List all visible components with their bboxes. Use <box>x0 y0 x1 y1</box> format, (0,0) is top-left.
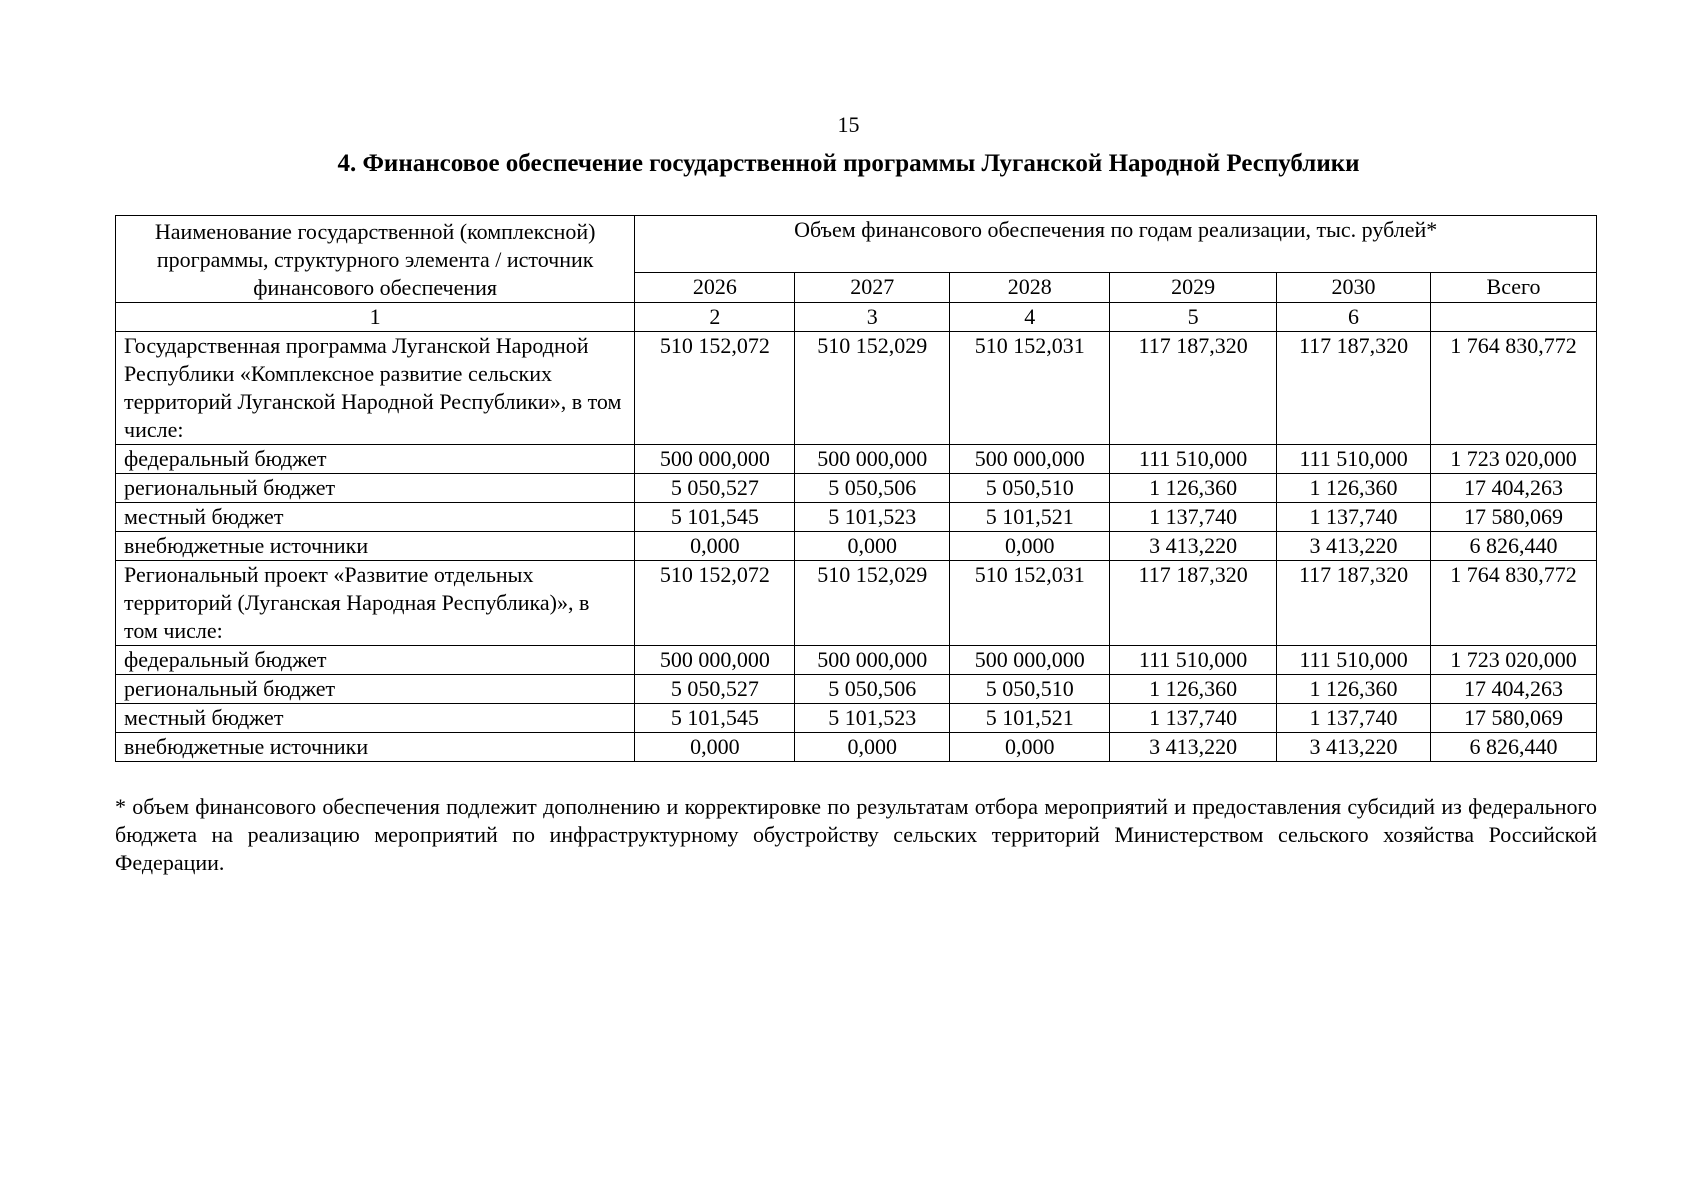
row-value-cell: 5 101,523 <box>795 704 950 733</box>
row-value-cell: 111 510,000 <box>1277 646 1431 675</box>
column-number-cell: 3 <box>795 303 950 332</box>
row-name-cell: Региональный проект «Развитие отдельных территорий (Луганская Народная Республика)», в том числе: <box>116 561 635 646</box>
row-value-cell: 17 580,069 <box>1431 503 1597 532</box>
row-value-cell: 5 050,510 <box>950 474 1110 503</box>
financing-table <box>115 215 1597 762</box>
table-row <box>116 733 1597 762</box>
row-name-cell: федеральный бюджет <box>116 646 635 675</box>
column-number-cell: 2 <box>635 303 795 332</box>
row-value-cell: 1 137,740 <box>1277 503 1431 532</box>
row-value-cell: 500 000,000 <box>795 646 950 675</box>
row-value-cell: 1 126,360 <box>1277 474 1431 503</box>
row-value-cell: 510 152,029 <box>795 561 950 646</box>
row-value-cell: 5 050,527 <box>635 474 795 503</box>
row-value-cell: 5 101,521 <box>950 503 1110 532</box>
row-value-cell: 117 187,320 <box>1110 561 1277 646</box>
column-numbers-row <box>116 303 1597 332</box>
row-name-cell: региональный бюджет <box>116 474 635 503</box>
page-number: 15 <box>837 112 860 137</box>
row-value-cell: 3 413,220 <box>1277 733 1431 762</box>
row-value-cell: 1 723 020,000 <box>1431 445 1597 474</box>
row-name-cell: внебюджетные источники <box>116 532 635 561</box>
row-value-cell: 0,000 <box>795 532 950 561</box>
row-value-cell: 1 723 020,000 <box>1431 646 1597 675</box>
column-number-cell <box>1431 303 1597 332</box>
row-value-cell: 500 000,000 <box>950 646 1110 675</box>
row-value-cell: 1 137,740 <box>1110 503 1277 532</box>
table-row <box>116 445 1597 474</box>
row-name-cell: внебюджетные источники <box>116 733 635 762</box>
table-row <box>116 503 1597 532</box>
table-row <box>116 532 1597 561</box>
row-value-cell: 510 152,072 <box>635 332 795 445</box>
row-value-cell: 17 404,263 <box>1431 474 1597 503</box>
row-value-cell: 510 152,031 <box>950 561 1110 646</box>
header-year-cell: 2030 <box>1277 273 1431 303</box>
row-value-cell: 6 826,440 <box>1431 532 1597 561</box>
header-name-cell: Наименование государственной (комплексной) программы, структурного элемента / источник финансового обеспечения <box>116 216 635 303</box>
row-value-cell: 5 050,527 <box>635 675 795 704</box>
row-value-cell: 510 152,072 <box>635 561 795 646</box>
row-value-cell: 1 764 830,772 <box>1431 332 1597 445</box>
row-value-cell: 500 000,000 <box>635 445 795 474</box>
row-value-cell: 5 050,510 <box>950 675 1110 704</box>
row-value-cell: 5 101,523 <box>795 503 950 532</box>
table-row <box>116 704 1597 733</box>
row-value-cell: 0,000 <box>950 532 1110 561</box>
table-row <box>116 332 1597 445</box>
row-value-cell: 510 152,031 <box>950 332 1110 445</box>
row-value-cell: 1 126,360 <box>1277 675 1431 704</box>
row-value-cell: 111 510,000 <box>1110 445 1277 474</box>
row-value-cell: 111 510,000 <box>1277 445 1431 474</box>
row-value-cell: 5 050,506 <box>795 474 950 503</box>
row-value-cell: 6 826,440 <box>1431 733 1597 762</box>
header-year-cell: 2029 <box>1110 273 1277 303</box>
row-value-cell: 500 000,000 <box>635 646 795 675</box>
header-total-cell: Всего <box>1431 273 1597 303</box>
table-row <box>116 561 1597 646</box>
section-title: 4. Финансовое обеспечение государственной программы Луганской Народной Республики <box>337 150 1360 177</box>
row-value-cell: 0,000 <box>950 733 1110 762</box>
row-value-cell: 1 126,360 <box>1110 474 1277 503</box>
row-value-cell: 1 126,360 <box>1110 675 1277 704</box>
row-value-cell: 5 101,545 <box>635 503 795 532</box>
row-value-cell: 1 137,740 <box>1277 704 1431 733</box>
row-value-cell: 3 413,220 <box>1277 532 1431 561</box>
row-name-cell: местный бюджет <box>116 503 635 532</box>
header-year-cell: 2028 <box>950 273 1110 303</box>
row-name-cell: федеральный бюджет <box>116 445 635 474</box>
row-value-cell: 111 510,000 <box>1110 646 1277 675</box>
row-value-cell: 500 000,000 <box>795 445 950 474</box>
row-value-cell: 5 101,521 <box>950 704 1110 733</box>
row-value-cell: 117 187,320 <box>1277 561 1431 646</box>
header-year-cell: 2027 <box>795 273 950 303</box>
row-value-cell: 500 000,000 <box>950 445 1110 474</box>
row-value-cell: 0,000 <box>635 532 795 561</box>
table-row <box>116 675 1597 704</box>
row-value-cell: 1 137,740 <box>1110 704 1277 733</box>
row-value-cell: 0,000 <box>795 733 950 762</box>
row-value-cell: 510 152,029 <box>795 332 950 445</box>
row-name-cell: Государственная программа Луганской Народной Республики «Комплексное развитие сельских территорий Луганской Народной Республики», в том числе: <box>116 332 635 445</box>
row-value-cell: 3 413,220 <box>1110 733 1277 762</box>
row-value-cell: 0,000 <box>635 733 795 762</box>
row-name-cell: региональный бюджет <box>116 675 635 704</box>
row-value-cell: 1 764 830,772 <box>1431 561 1597 646</box>
column-number-cell: 5 <box>1110 303 1277 332</box>
footnote: * объем финансового обеспечения подлежит дополнению и корректировке по результатам отбора мероприятий и предоставления субсидий из федерального бюджета на реализацию мероприятий по инфраструктурному обустройству сельских территорий Министерством сельского хозяйства Российской Федерации. <box>115 794 1597 875</box>
row-value-cell: 5 101,545 <box>635 704 795 733</box>
table-row <box>116 474 1597 503</box>
row-value-cell: 117 187,320 <box>1110 332 1277 445</box>
column-number-cell: 6 <box>1277 303 1431 332</box>
column-number-cell: 4 <box>950 303 1110 332</box>
header-year-cell: 2026 <box>635 273 795 303</box>
row-value-cell: 5 050,506 <box>795 675 950 704</box>
header-row-1 <box>116 216 1597 273</box>
table-row <box>116 646 1597 675</box>
row-value-cell: 3 413,220 <box>1110 532 1277 561</box>
row-value-cell: 117 187,320 <box>1277 332 1431 445</box>
row-name-cell: местный бюджет <box>116 704 635 733</box>
row-value-cell: 17 404,263 <box>1431 675 1597 704</box>
column-number-cell: 1 <box>116 303 635 332</box>
row-value-cell: 17 580,069 <box>1431 704 1597 733</box>
header-volume-cell: Объем финансового обеспечения по годам реализации, тыс. рублей* <box>635 216 1597 273</box>
